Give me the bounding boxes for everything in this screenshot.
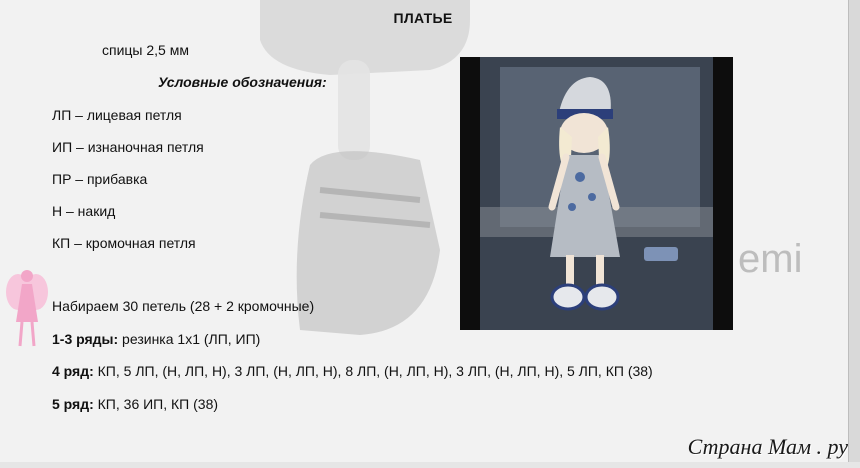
row-text: КП, 36 ИП, КП (38): [93, 396, 219, 412]
cast-on-instruction: Набираем 30 петель (28 + 2 кромочные): [52, 298, 315, 314]
row-label: 1-3 ряды:: [52, 331, 119, 347]
legend-item: ИП – изнаночная петля: [52, 139, 204, 155]
row-label: 5 ряд:: [52, 396, 94, 412]
doll-illustration: [460, 57, 733, 330]
window-edge-bottom: [0, 462, 860, 468]
row-label: 4 ряд:: [52, 363, 94, 379]
row-text: резинка 1х1 (ЛП, ИП): [118, 331, 261, 347]
legend-item: ЛП – лицевая петля: [52, 107, 182, 123]
site-logo: Страна Мам . ру: [687, 434, 848, 459]
legend-item: ПР – прибавка: [52, 171, 148, 187]
row-text: КП, 5 ЛП, (Н, ЛП, Н), 3 ЛП, (Н, ЛП, Н), 8 ЛП, (Н, ЛП, Н), 3 ЛП, (Н, ЛП, Н), 5 ЛП, КП (38): [93, 363, 653, 379]
window-edge: [848, 0, 860, 468]
fairy-logo: [4, 262, 50, 352]
needles-size: спицы 2,5 мм: [102, 42, 189, 58]
legend-item: Н – накид: [52, 203, 116, 219]
row-instruction: [52, 396, 218, 412]
page-title: ПЛАТЬЕ: [393, 10, 453, 26]
bg-watermark-text: emi: [738, 237, 803, 281]
row-instruction: [52, 363, 653, 379]
row-instruction: [52, 331, 260, 347]
legend-item: КП – кромочная петля: [52, 235, 196, 251]
legend-title: Условные обозначения:: [158, 74, 327, 90]
doll-photo: [460, 57, 733, 330]
